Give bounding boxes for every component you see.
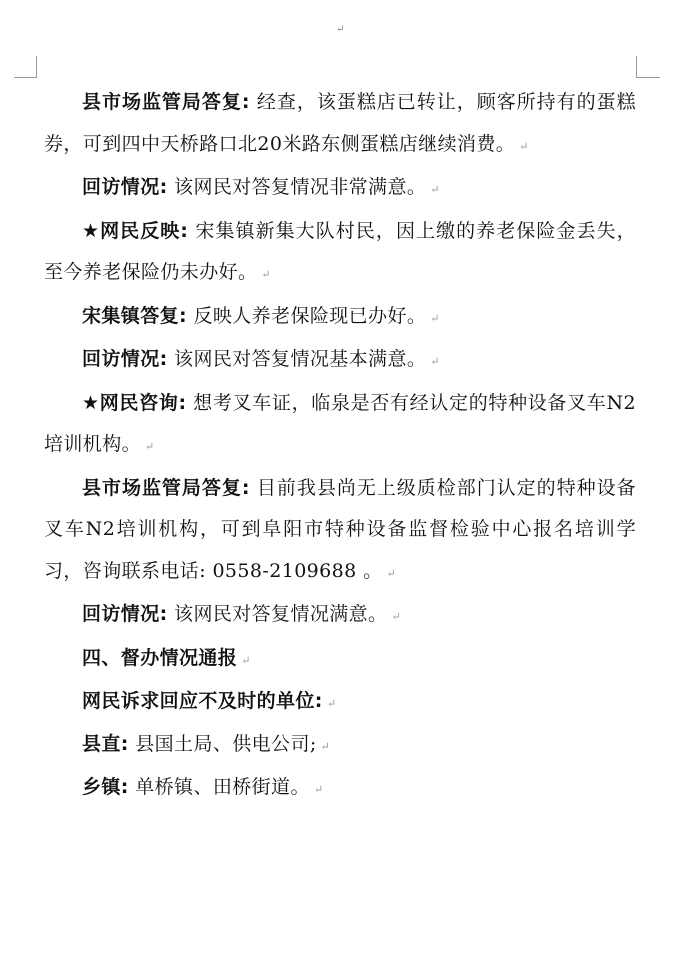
paragraph-text: 该网民对答复情况非常满意。	[167, 176, 427, 198]
paragraph-late-units	[44, 681, 636, 724]
paragraph-text: 想考叉车证，临泉是否有经认定的特种设备叉车N2培训机构。	[44, 391, 636, 455]
paragraph-mark-icon: ↵	[430, 311, 440, 325]
paragraph-mark-icon: ↵	[386, 566, 397, 580]
paragraph-text: 目前我县尚无上级质检部门认定的特种设备叉车N2培训机构，可到阜阳市特种设备监督检验中心报名培训学习，咨询联系电话: 0558-2109688 。	[44, 476, 636, 582]
paragraph-followup-2	[44, 339, 636, 383]
paragraph-text: 该网民对答复情况基本满意。	[167, 348, 427, 370]
paragraph-label: ★网民咨询:	[82, 391, 187, 414]
paragraph-mark-icon: ↵	[336, 24, 345, 35]
paragraph-label: 乡镇:	[82, 775, 129, 798]
paragraph-text: 该网民对答复情况满意。	[167, 603, 388, 625]
paragraph-followup-3	[44, 594, 636, 638]
document-body	[44, 82, 636, 810]
paragraph-label: 县市场监管局答复:	[82, 91, 250, 113]
paragraph-label: 网民诉求回应不及时的单位:	[82, 689, 323, 712]
crop-mark-top-left	[14, 77, 36, 78]
paragraph-mark-icon: ↵	[145, 440, 155, 453]
paragraph-text: 单桥镇、田桥街道。	[128, 775, 310, 798]
section-heading-supervision	[44, 638, 636, 681]
paragraph-market-reply-1	[44, 82, 636, 167]
paragraph-label: 回访情况:	[82, 176, 168, 198]
paragraph-mark-icon: ↵	[391, 610, 402, 623]
paragraph-township-units	[44, 767, 636, 810]
paragraph-text: 反映人养老保险现已办好。	[187, 304, 427, 327]
paragraph-mark-icon: ↵	[261, 268, 272, 281]
paragraph-followup-1	[44, 167, 636, 211]
paragraph-text: 经查，该蛋糕店已转让，顾客所持有的蛋糕券，可到四中天桥路口北20米路东侧蛋糕店继续消费。	[44, 91, 636, 155]
paragraph-mark-icon: ↵	[241, 653, 251, 667]
paragraph-county-units	[44, 724, 636, 767]
paragraph-mark-icon: ↵	[320, 739, 331, 753]
paragraph-label: 县直:	[82, 732, 129, 755]
section-heading: 四、督办情况通报	[82, 646, 238, 669]
crop-mark-top-right	[636, 56, 637, 78]
paragraph-mark-icon: ↵	[519, 139, 529, 153]
paragraph-mark-icon: ↵	[430, 355, 440, 368]
paragraph-text: 县国土局、供电公司;	[128, 732, 317, 755]
paragraph-text: 宋集镇新集大队村民，因上缴的养老保险金丢失，至今养老保险仍未办好。	[44, 219, 636, 283]
paragraph-label: 县市场监管局答复:	[82, 476, 250, 499]
paragraph-netizen-report	[44, 211, 636, 296]
paragraph-label: 回访情况:	[82, 603, 168, 625]
paragraph-mark-icon: ↵	[313, 782, 324, 796]
paragraph-netizen-inquiry	[44, 383, 636, 468]
paragraph-mark-icon: ↵	[430, 183, 440, 196]
paragraph-label: 宋集镇答复:	[82, 304, 187, 327]
paragraph-label: 回访情况:	[82, 348, 168, 370]
crop-mark-top-right	[636, 77, 660, 78]
crop-mark-top-left	[36, 56, 37, 78]
paragraph-songji-reply	[44, 296, 636, 340]
paragraph-market-reply-2	[44, 468, 636, 595]
paragraph-label: ★网民反映:	[82, 219, 189, 242]
paragraph-mark-icon: ↵	[326, 696, 337, 710]
